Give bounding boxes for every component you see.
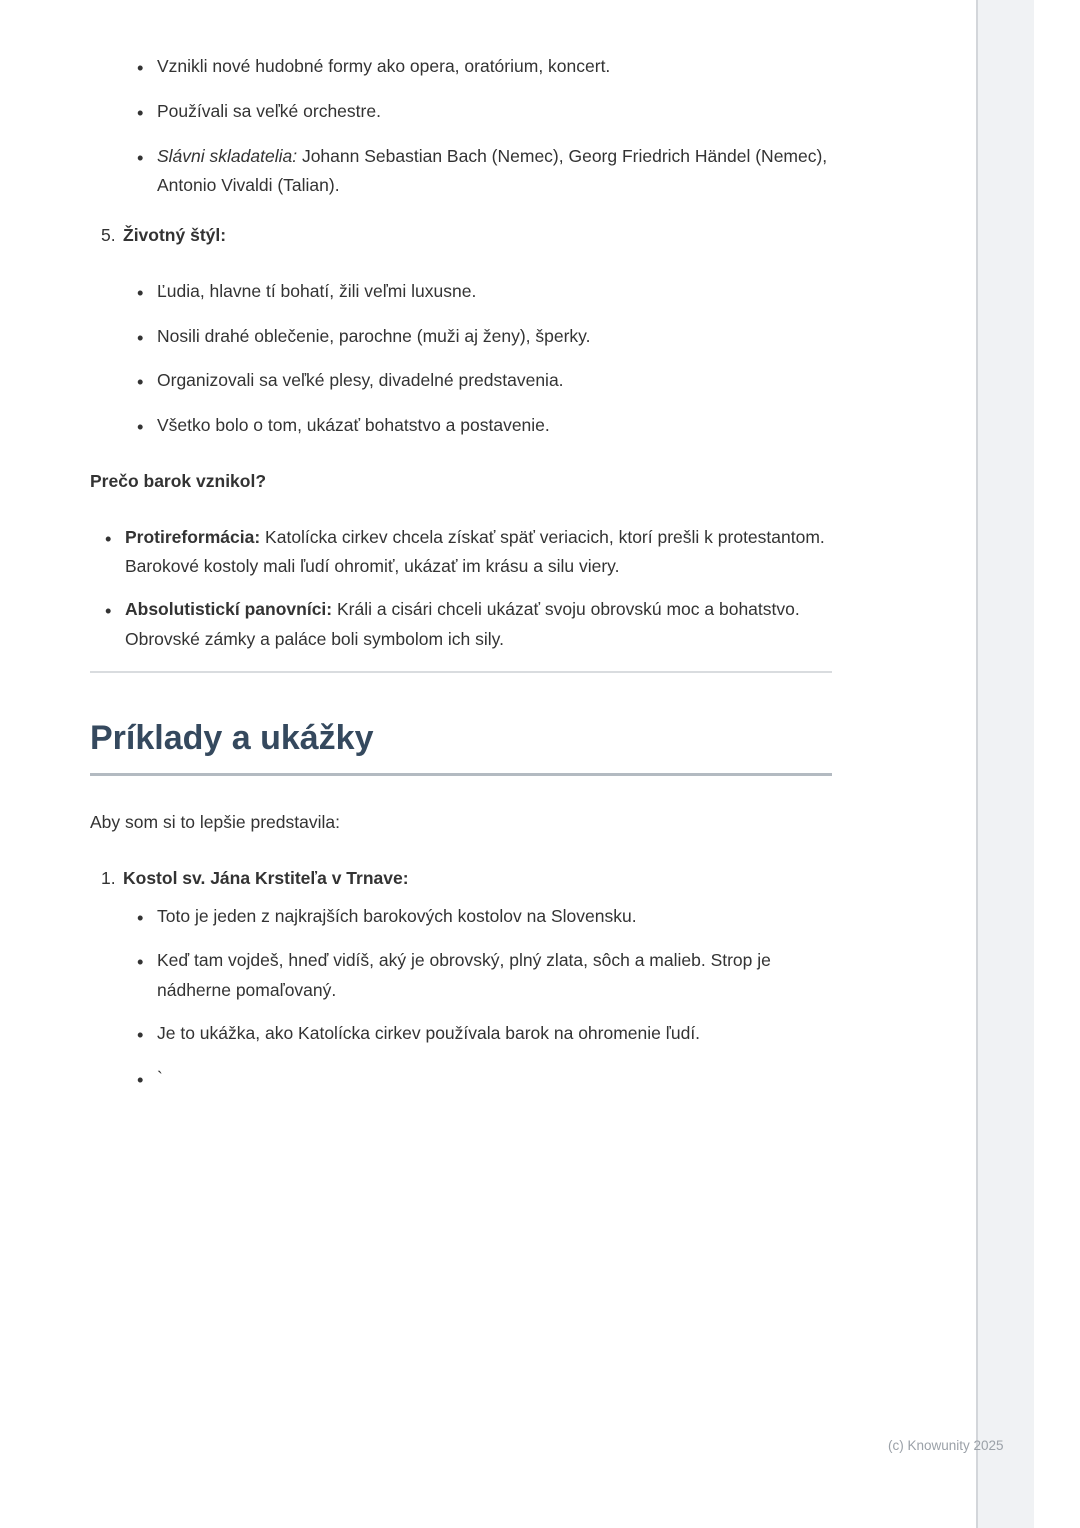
bold-lead: Absolutistickí panovníci:: [125, 599, 333, 619]
italic-lead: Slávni skladatelia:: [157, 145, 298, 166]
bullet-icon: [137, 142, 157, 202]
list-item-text-rest: Králi a cisári chceli ukázať svoju obrovskú moc a bohatstvo. Obrovské zámky a paláce boli symbolom ich sily.: [125, 599, 800, 649]
footer-credit: (c) Knowunity 2025: [888, 1438, 1004, 1453]
bullet-icon: [137, 902, 157, 934]
bullet-icon: [105, 595, 125, 655]
list-item: [90, 902, 832, 934]
numbered-item-1: [90, 864, 832, 894]
bullet-icon: [137, 1064, 157, 1096]
list-item-text: [157, 142, 832, 202]
list-item: [90, 366, 832, 398]
section-divider: [90, 671, 832, 673]
list-item: [90, 277, 832, 309]
list-item-text: [125, 523, 832, 583]
list-number: 5.: [101, 225, 116, 245]
music-bullet-list: [90, 52, 832, 201]
numbered-item-5: [90, 221, 832, 251]
list-item-text-rest: Johann Sebastian Bach (Nemec), Georg Friedrich Händel (Nemec), Antonio Vivaldi (Talian).: [157, 145, 828, 196]
list-item: [90, 97, 832, 129]
list-item: [90, 523, 832, 583]
list-item: [90, 946, 832, 1006]
list-item-text: Keď tam vojdeš, hneď vidíš, aký je obrovský, plný zlata, sôch a malieb. Strop je nádherne pomaľovaný.: [157, 950, 771, 1000]
why-bullet-list: [90, 523, 832, 655]
list-item-text: Vznikli nové hudobné formy ako opera, oratórium, koncert.: [157, 56, 611, 76]
bullet-icon: [105, 523, 125, 583]
list-item: [90, 322, 832, 354]
numbered-item-title: Kostol sv. Jána Krstiteľa v Trnave:: [123, 867, 409, 888]
bullet-icon: [137, 277, 157, 309]
bullet-icon: [137, 1019, 157, 1051]
list-item-text-rest: Katolícka cirkev chcela získať späť veriacich, ktorí prešli k protestantom. Barokové kostoly mali ľudí ohromiť, ukázať im krásu a silu viery.: [125, 526, 825, 577]
numbered-item-title: Životný štýl:: [123, 225, 227, 245]
example-bullet-list: [90, 902, 832, 1096]
scrollbar-track[interactable]: [976, 0, 1034, 1528]
list-item-text: `: [157, 1067, 163, 1088]
document-content: [90, 52, 832, 1108]
list-item-text: Všetko bolo o tom, ukázať bohatstvo a postavenie.: [157, 415, 550, 435]
list-item-text: [125, 595, 832, 655]
list-item: [90, 595, 832, 655]
list-item-text: Ľudia, hlavne tí bohatí, žili veľmi luxusne.: [157, 280, 477, 301]
list-item: [90, 1064, 832, 1096]
intro-paragraph: Aby som si to lepšie predstavila:: [90, 812, 340, 832]
why-heading: Prečo barok vznikol?: [90, 470, 267, 491]
list-item-text: Je to ukážka, ako Katolícka cirkev používala barok na ohromenie ľudí.: [157, 1022, 701, 1043]
bullet-icon: [137, 52, 157, 84]
bullet-icon: [137, 366, 157, 398]
list-item-text: Používali sa veľké orchestre.: [157, 100, 381, 121]
list-item: [90, 1019, 832, 1051]
bold-lead: Protireformácia:: [125, 526, 261, 547]
bullet-icon: [137, 322, 157, 354]
bullet-icon: [137, 946, 157, 1006]
list-item: [90, 52, 832, 84]
lifestyle-bullet-list: [90, 277, 832, 443]
list-item-text: Toto je jeden z najkrajších barokových kostolov na Slovensku.: [157, 905, 637, 926]
bullet-icon: [137, 411, 157, 443]
section-heading: Príklady a ukážky: [90, 717, 832, 777]
list-number: 1.: [101, 867, 116, 888]
bullet-icon: [137, 97, 157, 129]
list-item-text: Organizovali sa veľké plesy, divadelné predstavenia.: [157, 370, 564, 391]
list-item: [90, 142, 832, 202]
list-item-text: Nosili drahé oblečenie, parochne (muži aj ženy), šperky.: [157, 325, 591, 346]
list-item: [90, 411, 832, 443]
